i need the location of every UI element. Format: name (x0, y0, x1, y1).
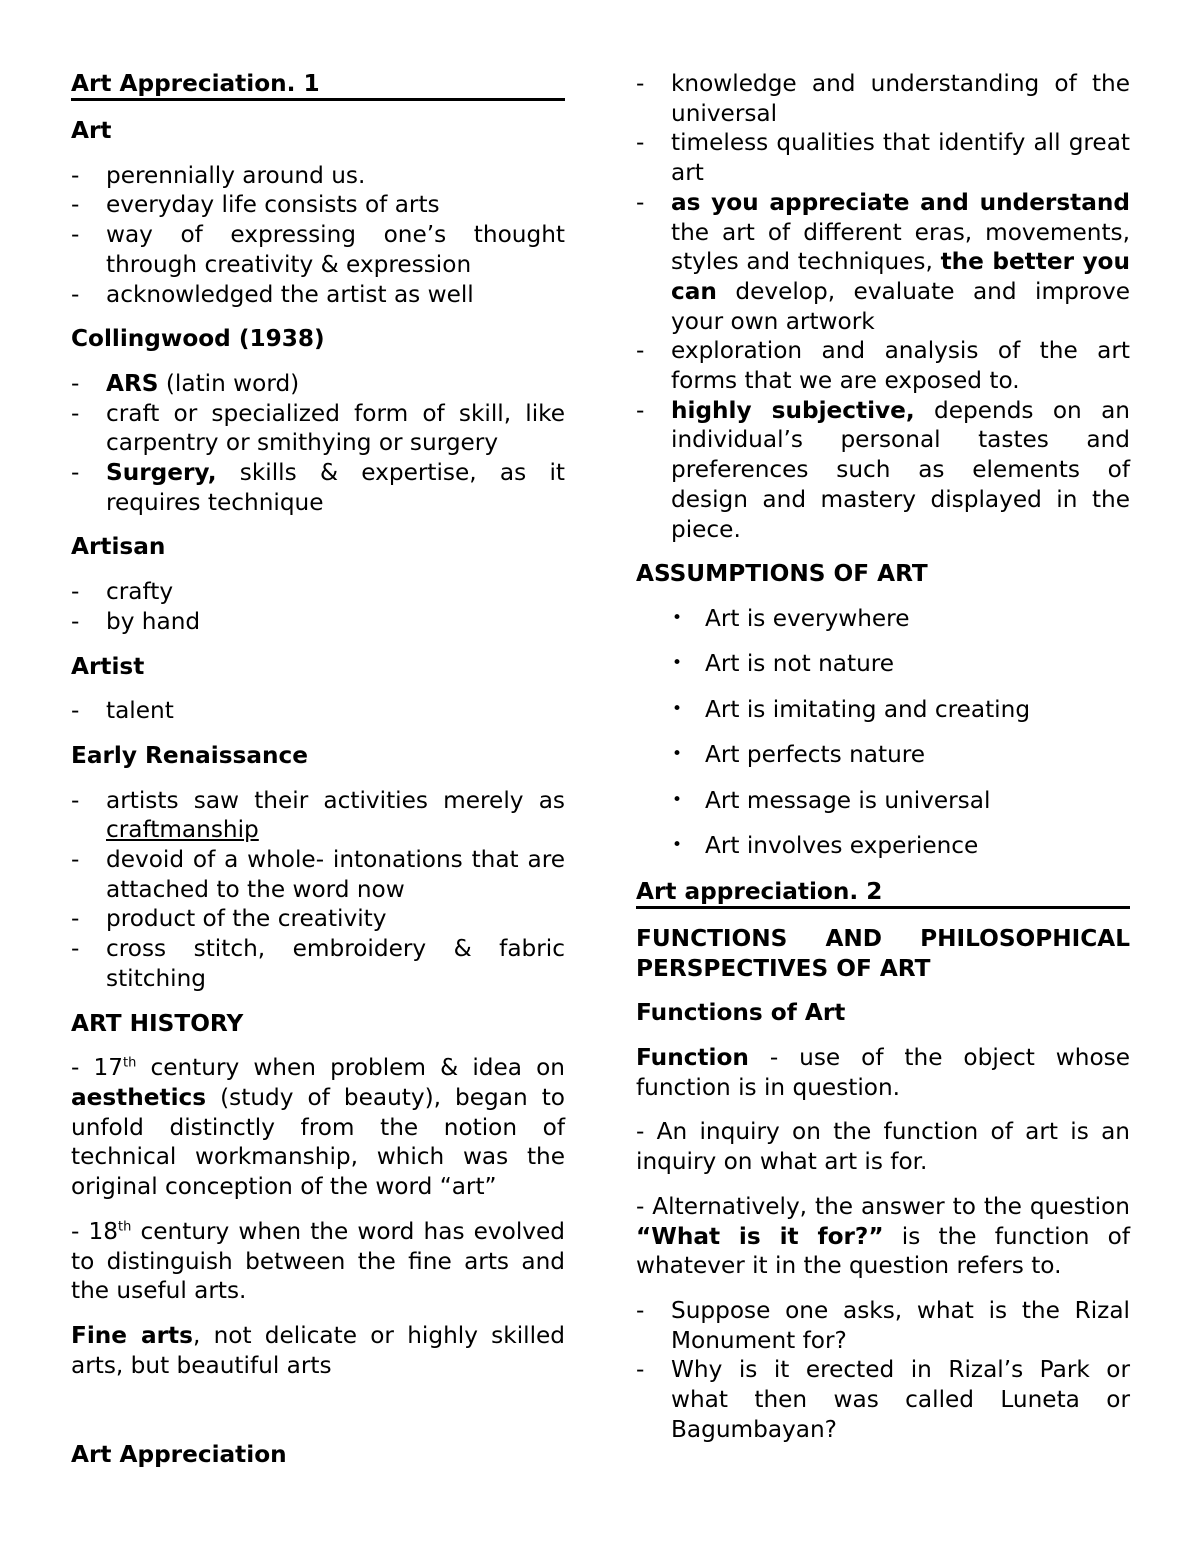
dash-marker: - (636, 396, 645, 424)
paragraph-18th-century: - 18th century when the word has evolved to distinguish between the fine arts and the useful arts. (71, 1217, 565, 1305)
bullet-marker: • (672, 744, 683, 765)
dash-marker: - (71, 905, 80, 933)
list-item: - acknowledged the artist as well (71, 280, 474, 308)
heading-functions-perspectives: FUNCTIONS AND PHILOSOPHICAL PERSPECTIVES OF ART (636, 924, 1130, 982)
paragraph-function-definition: Function - use of the object whose function is in question. (636, 1044, 1130, 1101)
dash-marker: - (71, 399, 80, 427)
list-item: - crafty (71, 578, 174, 606)
dash-marker: - (71, 369, 80, 397)
list-item: - ARS (latin word) (71, 369, 300, 397)
dash-marker: - (636, 1296, 645, 1324)
dash-marker: - (71, 935, 80, 963)
left-column (71, 69, 565, 1485)
dash-marker: - (71, 786, 80, 814)
list-item: - knowledge and understanding of the universal (636, 70, 1130, 127)
right-column (636, 69, 1130, 1460)
list-item: - craft or specialized form of skill, like carpentry or smithying or surgery (71, 399, 565, 457)
heading-art-history: ART HISTORY (71, 1009, 244, 1037)
artisan-list (71, 577, 565, 636)
bullet-marker: • (672, 789, 683, 810)
paragraph-17th-century: - 17th century when problem & idea on aesthetics (study of beauty), began to unfold distinctly from the notion of technical workmanship, which was the original conception of the word “art” (71, 1054, 565, 1201)
heading-early-renaissance: Early Renaissance (71, 741, 308, 769)
dash-marker: - (71, 191, 80, 219)
dash-marker: - (71, 607, 80, 635)
heading-artisan: Artisan (71, 533, 166, 561)
dash-marker: - (636, 70, 645, 97)
rizal-list (636, 1296, 1130, 1445)
bullet-marker: • (672, 835, 683, 856)
list-item: - artists saw their activities merely as craftmanship (71, 786, 565, 844)
list-item: • Art involves experience (672, 832, 979, 860)
assumptions-list (636, 604, 1130, 861)
list-item: • Art perfects nature (672, 741, 926, 769)
bullet-marker: • (672, 653, 683, 674)
heading-art: Art (71, 117, 112, 144)
heading-assumptions-of-art: ASSUMPTIONS OF ART (636, 560, 928, 588)
list-item: - highly subjective, depends on an individual’s personal tastes and preferences such as elements of design and mastery displayed in the piece. (636, 396, 1130, 543)
list-item: - way of expressing one’s thought through creativity & expression (71, 221, 565, 278)
section-title-1: Art Appreciation. 1 (71, 69, 565, 101)
list-item: • Art is everywhere (672, 604, 910, 632)
heading-art-appreciation: Art Appreciation (71, 1441, 287, 1469)
dash-marker: - (71, 578, 80, 606)
dash-marker: - (71, 161, 80, 189)
list-item: • Art is not nature (672, 650, 895, 678)
artist-list (71, 696, 565, 726)
renaissance-list (71, 786, 565, 994)
heading-artist: Artist (71, 652, 145, 680)
dash-marker: - (71, 280, 80, 308)
list-item: - perennially around us. (71, 161, 366, 189)
paragraph-inquiry: - An inquiry on the function of art is an inquiry on what art is for. (636, 1118, 1130, 1176)
list-item: - as you appreciate and understand the art of different eras, movements, styles and techniques, the better you can develop, evaluate and improve your own artwork (636, 188, 1130, 335)
dash-marker: - (636, 188, 645, 216)
paragraph-alternatively: - Alternatively, the answer to the question “What is it for?” is the function of whatever it in the question refers to. (636, 1192, 1130, 1280)
list-item: - Surgery, skills & expertise, as it requires technique (71, 459, 565, 516)
list-item: - everyday life consists of arts (71, 191, 440, 219)
list-item: - Suppose one asks, what is the Rizal Monument for? (636, 1296, 1130, 1354)
list-item: - by hand (71, 607, 201, 635)
list-item: - cross stitch, embroidery & fabric stitching (71, 935, 565, 992)
paragraph-fine-arts: Fine arts, not delicate or highly skilled arts, but beautiful arts (71, 1321, 566, 1379)
dash-marker: - (71, 459, 80, 487)
list-item: - Why is it erected in Rizal’s Park or what then was called Luneta or Bagumbayan? (636, 1356, 1130, 1443)
dash-marker: - (636, 129, 645, 157)
list-item: - exploration and analysis of the art forms that we are exposed to. (636, 337, 1130, 395)
section-title-2: Art appreciation. 2 (636, 877, 1130, 909)
heading-functions-of-art: Functions of Art (636, 999, 846, 1027)
dash-marker: - (636, 1356, 645, 1384)
dash-marker: - (636, 337, 645, 365)
list-item: • Art is imitating and creating (672, 695, 1031, 723)
list-item: - product of the creativity (71, 905, 387, 933)
list-item: - timeless qualities that identify all great art (636, 129, 1130, 187)
dash-marker: - (71, 846, 80, 874)
bullet-marker: • (672, 698, 683, 719)
list-item: - talent (71, 697, 174, 725)
bullet-marker: • (672, 607, 683, 628)
appreciation-list (636, 69, 1130, 544)
collingwood-list (71, 369, 565, 518)
art-list (71, 161, 565, 310)
list-item: • Art message is universal (672, 786, 991, 814)
heading-collingwood: Collingwood (1938) (71, 325, 325, 353)
dash-marker: - (71, 221, 80, 249)
list-item: - devoid of a whole- intonations that are attached to the word now (71, 846, 565, 903)
dash-marker: - (71, 697, 80, 725)
